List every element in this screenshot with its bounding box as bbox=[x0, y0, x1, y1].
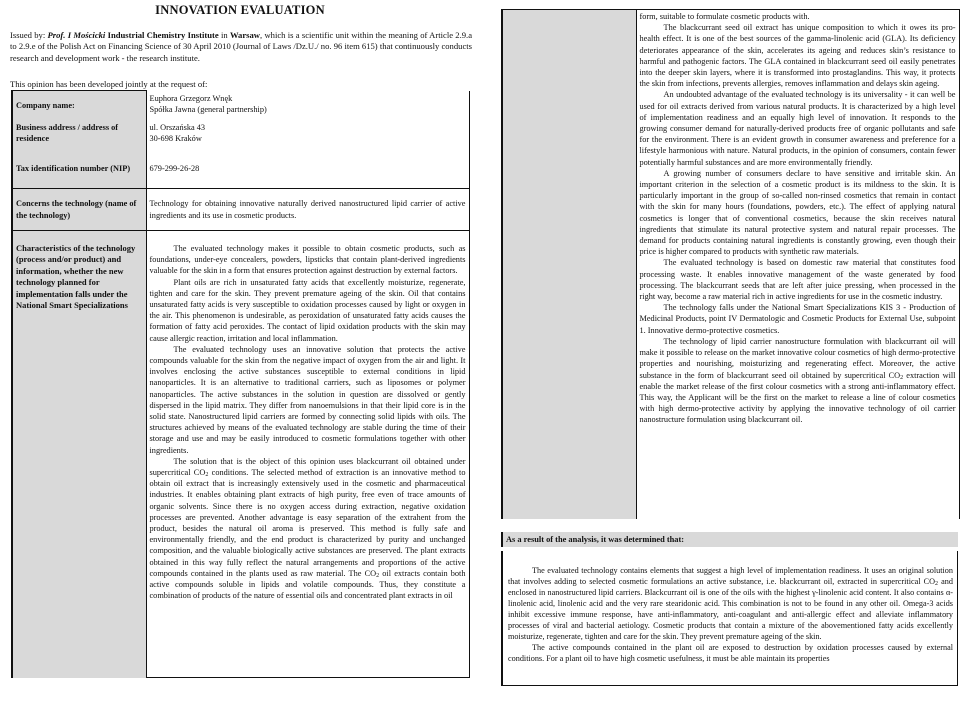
result-paragraph-2: The active compounds contained in the plant oil are exposed to destruction by oxidation processes caused by external conditions. For a plant oil to have high cosmetic usefulness, it must be able maintain its properties bbox=[508, 643, 953, 663]
value-tax-id: 679-299-26-28 bbox=[146, 149, 469, 189]
char-paragraph-3: The evaluated technology uses an innovative solution that protects the active compounds valuable for the skin from the negative impact of oxygen from the air and light. It involves enclosing the active substances susceptible to external conditions in lipid nanoparticles. It is an alternative to traditional carriers, such as liposomes or polymer nanoparticles. The active substances in the solution in question are dissolved or gently dispersed in the lipid matrix. They differ from nanoemulsions in that their lipid core is in the solid state. Nanostructured lipid carriers are formed by connecting solid lipids with oils. The structures achieved by means of the evaluated technology are stable during the time of their storage and use and may be easily introduced to cosmetic formulations together with other ingredients. bbox=[149, 344, 466, 455]
co2-subscript: 2 bbox=[376, 572, 380, 579]
row-business-address bbox=[12, 120, 469, 149]
result-p1-b: and enclosed in nanostructured lipid carriers. Blackcurrant oil is one of the oils with the highest γ-linolenic acid content. It also contains α-linolenic acid, linolenic acid and the very rare stearidonic acid. This combination is not to be found in any other oil. Omega-3 acids inhibit excessive immune response, have anti-inflammatory, anti-coagulant and anti-allergic effect and alleviate inflammatory processes of viral and bacterial aetiology. Cosmetic products that contain a mixture of the abovementioned fatty acids excellently moisturize, regenerate, tighten and care for the skin. They prevent premature ageing of the skin. bbox=[508, 577, 953, 641]
result-p1-a: The evaluated technology contains elements that suggest a high level of implementation readiness. It uses an original solution that involves adding to selected cosmetic formulations an active substance, i.e. blackcurrant oil, extracted in supercritical CO bbox=[508, 566, 953, 586]
char-paragraph-5: The blackcurrant seed oil extract has unique composition to which it owes its pro-health effect. It is one of the best sources of the gamma-linolenic acid (GLA). Its deficiency deteriorates appearance of the skin, accelerates its ageing and reduces skin’s resistance to harmful and pathogenic factors. The GLA contained in blackcurrant seed oil easily penetrates into the deeper skin layers, where it is transformed into prostaglandins. This way, it protects the skin from infections, prevents allergies, removes inflammation and delays skin ageing. bbox=[639, 23, 956, 89]
char-paragraph-2: Plant oils are rich in unsaturated fatty acids that excellently moisturize, regenerate, tighten and care for the skin. They prevent premature ageing of the skin. Oil that contains unsaturated fatty acids is very susceptible to oxidation processes caused by light or oxygen in the air. This phenomenon is undesirable, as peroxidation of unsaturated fatty acids causes the formation of fatty acid peroxides. The contact of lipid oxidation products with the skin may cause allergic reaction, irritation and local inflammation. bbox=[149, 277, 466, 343]
co2-subscript: 2 bbox=[205, 472, 209, 479]
char-p4-b: conditions. The selected method of extraction is an innovative method to obtain oil extract that is increasingly extensively used in the cosmetic and pharmaceutical industries. It enables obtaining plant extracts of high purity, free even of trace amounts of organic solvents. Since there is no oxygen access during extraction, negative oxidation processes are prevented. Another advantage is easy separation of the extrahent from the product, besides the natural oil aroma is preserved. This method is fully safe and environmentally friendly, and the end product is characterized by purity and unchanged composition, and the valuable biologically active substances are preserved. The plant extracts obtained in this way fully reflect the natural arrangements and proportions of the active compounds contained in the plants used as raw material. The CO bbox=[149, 468, 466, 578]
applicant-info-table bbox=[11, 90, 470, 678]
document-page-1 bbox=[0, 0, 480, 701]
issued-in: in bbox=[218, 30, 230, 40]
value-company-name bbox=[146, 91, 469, 120]
label-tax-id: Tax identification number (NIP) bbox=[12, 149, 146, 189]
issuer-rest: , which is a scientific unit within the meaning of Article 2.9.a to 2.9.e of the Polish Act on Financing Science of 30 April 2010 (Journal of Laws /Dz.U./ no. 96 item 615) that continuously conducts research and development work - the research institute. bbox=[10, 30, 473, 63]
value-characteristics-part2 bbox=[636, 10, 959, 520]
result-section bbox=[501, 551, 958, 686]
address-line1: ul. Orszańska 43 bbox=[149, 122, 206, 132]
co2-subscript: 2 bbox=[900, 374, 904, 381]
char-paragraph-10 bbox=[640, 336, 956, 426]
char-paragraph-8: The evaluated technology is based on domestic raw material that constitutes food processing waste. It enables innovative management of the waste generated by food processing. The blackcurrant seeds that are left after juice pressing, when processed in the right way, become a raw material rich in active ingredients for use in the cosmetic industry. bbox=[639, 258, 956, 302]
char-paragraph-9: The technology falls under the National Smart Specializations KIS 3 - Production of Medicinal Products, point IV Dermatologic and Cosmetic Products for External Use, subpoint 1. Innovative dermo-protective cosmetics. bbox=[639, 303, 956, 335]
char-p10-b: extraction will enable the market release of the first colour cosmetics with a strong anti-inflammatory effect. This way, the Applicant will be the first on the market to release a line of colour cosmetics with high dermo-protective activity by applying the innovative technology of oil carrier nanostructure formulation using blackcurrant oil. bbox=[639, 370, 956, 425]
row-characteristics bbox=[12, 231, 469, 678]
label-characteristics-continued bbox=[502, 10, 636, 520]
result-heading: As a result of the analysis, it was determined that: bbox=[501, 532, 958, 547]
value-technology: Technology for obtaining innovative naturally derived nanostructured lipid carrier of active ingredients and its use in cosmetic products. bbox=[146, 189, 469, 231]
request-line: This opinion has been developed jointly at the request of: bbox=[10, 79, 208, 89]
char-paragraph-4 bbox=[150, 456, 466, 602]
company-name-line2: Spółka Jawna (general partnership) bbox=[149, 104, 267, 114]
char-p4-a: The solution that is the object of this opinion uses blackcurrant oil obtained under supercritical CO bbox=[149, 456, 466, 478]
issuer-author: Prof. I Mościcki bbox=[47, 30, 106, 40]
row-characteristics-continued bbox=[502, 10, 959, 520]
label-technology: Concerns the technology (name of the technology) bbox=[12, 189, 146, 231]
document-title: INNOVATION EVALUATION bbox=[155, 3, 325, 17]
issuer-statement bbox=[10, 30, 472, 64]
issuer-city: Warsaw bbox=[229, 30, 261, 40]
label-company-name: Company name: bbox=[12, 91, 146, 120]
char-paragraph-7: A growing number of consumers declare to have sensitive and irritable skin. An important criterion in the selection of a cosmetic product is its mildness to the skin. It is particularly important in the group of so-called non-rinsed cosmetics that remain in contact with the skin for many hours (foundations, powders, etc.). The effect of applying natural cosmetics is longer that of conventional cosmetics, because the skin receives natural ingredients that stimulate its natural protective system and natural repair processes. The demand for products containing natural ingredients is constantly growing, even though their price is higher compared to products with synthetic raw materials. bbox=[639, 168, 956, 257]
issuer-institute: Industrial Chemistry Institute bbox=[105, 30, 219, 40]
address-line2: 30-698 Kraków bbox=[149, 133, 202, 143]
char-paragraph-6: An undoubted advantage of the evaluated technology is its universality - it can well be used for oil extracts derived from various natural products. It is characterized by a high level of implementation readiness and an equally high level of innovation. It responds to the growing consumer demand for naturally-derived products free of organic pollutants and safe for the environment. There is an evident growth in consumer awareness and preference for a lifestyle harmonious with nature. Natural products, in the opinion of consumers, contain fewer potentially harmful substances and are more environmentally friendly. bbox=[639, 90, 956, 167]
characteristics-continued-table bbox=[501, 9, 960, 519]
label-business-address: Business address / address of residence bbox=[12, 120, 146, 149]
result-text bbox=[508, 565, 953, 664]
row-tax-id bbox=[12, 149, 469, 189]
row-company-name bbox=[12, 91, 469, 120]
char-p4-c: oil extracts contain both active compounds soluble in lipids and volatile compounds. Thus, they constitute a combination of products of the nature of essential oils and concentrated plant extracts in oil bbox=[149, 568, 466, 601]
value-business-address bbox=[146, 120, 469, 149]
company-name-line1: Euphora Grzegorz Wnęk bbox=[149, 93, 233, 103]
value-characteristics-part1 bbox=[146, 231, 469, 678]
row-technology bbox=[12, 189, 469, 231]
result-paragraph-1 bbox=[508, 565, 953, 642]
issued-prefix: Issued by: bbox=[10, 30, 48, 40]
char-p10-a: The technology of lipid carrier nanostructure formulation with blackcurrant oil will make it possible to release on the market innovative colour cosmetics of high dermo-protective properties and nourishing, moisturizing and regenerating effect. Moreover, the active substance in the form of blackcurrant seed oil obtained by supercritical CO bbox=[639, 336, 956, 380]
char-paragraph-1: The evaluated technology makes it possible to obtain cosmetic products, such as foundations, under-eye concealers, powders, lipsticks that contain plant-derived ingredients valuable for the skin in a form that ensures protection against destruction by external factors. bbox=[149, 244, 466, 276]
label-characteristics: Characteristics of the technology (process and/or product) and information, whether the new technology planned for implementation falls under the National Smart Specializations bbox=[12, 231, 146, 678]
char-continued-line: form, suitable to formulate cosmetic products with. bbox=[639, 12, 810, 21]
co2-subscript: 2 bbox=[935, 581, 939, 587]
